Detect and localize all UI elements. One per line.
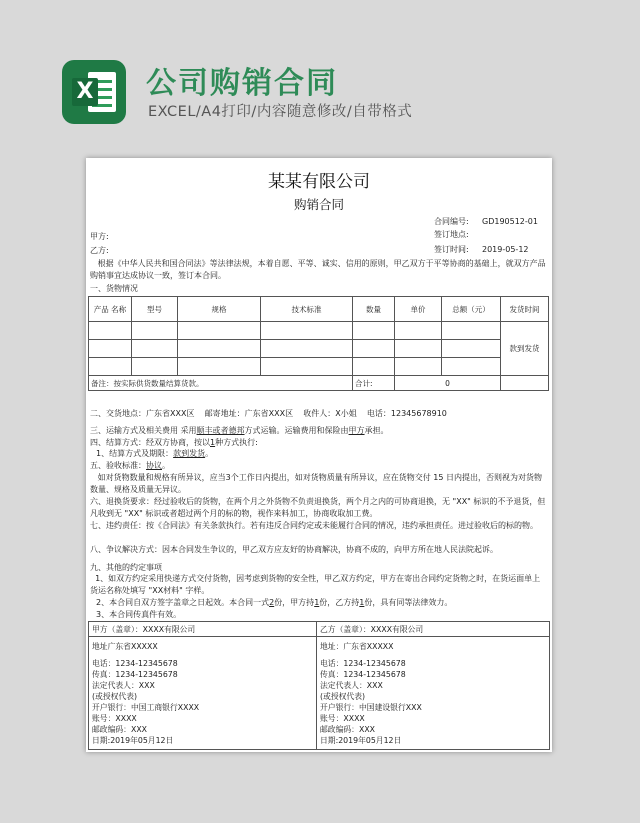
party-b-zip: 邮政编码：XXX xyxy=(320,725,376,734)
contract-sheet xyxy=(86,158,552,752)
party-b-address: 地址：广东省XXXXX xyxy=(320,642,394,651)
col-header-qty: 数量 xyxy=(353,297,395,322)
party-a-tel: 电话：1234-12345678 xyxy=(92,659,178,668)
clause-transport: 三、运输方式及相关费用 采用顺丰或者德邦方式运输。运输费用和保险由甲方承担。 xyxy=(90,426,389,435)
total-label: 合计: xyxy=(353,376,395,391)
party-b-seal: 乙方（盖章）：XXXX有限公司 xyxy=(320,625,424,634)
document-title: 购销合同 xyxy=(293,197,344,212)
intro-paragraph: 根据《中华人民共和国合同法》等法律法规，本着自愿、平等、诚实、信用的原则，甲乙双方于平等协商的基础上，就双方产品购销事宜达成协议一致，签订本合同。 xyxy=(90,259,546,280)
table-row xyxy=(89,322,549,340)
col-header-name: 产品 名称 xyxy=(89,297,132,322)
party-b-agent: (或授权代表) xyxy=(320,692,366,701)
clause-other-3: 3、本合同传真件有效。 xyxy=(96,610,182,619)
clause-return: 六、退换货要求：经过验收后的货物，在两个月之外货物不负责退换货，两个月之内的可协商退换，无 "XX" 标识的不予退货，但凡收到无 "XX" 标识或者超过两个月的标的物，视作来料加工，协商收取加工费。 xyxy=(90,497,546,518)
party-b-fax: 传真：1234-12345678 xyxy=(320,670,406,679)
remark-cell: 备注：按实际供货数量结算货款。 xyxy=(89,376,353,391)
clause-delivery-place: 二、交货地点：广东省XXX区 邮寄地址：广东省XXX区 收件人：X小姐 电话：12345678910 xyxy=(90,409,447,418)
party-a-fax: 传真：1234-12345678 xyxy=(92,670,178,679)
clause-other-2: 2、本合同自双方签字盖章之日起效。本合同一式2份，甲方持1份，乙方持1份，具有同等法律效力。 xyxy=(96,598,453,607)
company-name: 某某有限公司 xyxy=(268,172,370,192)
sign-date-value: 2019-05-12 xyxy=(482,245,529,254)
section-goods-title: 一、货物情况 xyxy=(90,284,138,293)
table-row xyxy=(89,358,549,376)
goods-header-row xyxy=(89,297,549,322)
goods-table xyxy=(88,296,549,391)
party-a-label: 甲方: xyxy=(90,232,109,241)
party-a-account: 账号：XXXX xyxy=(92,714,137,723)
banner-title: 公司购销合同 xyxy=(146,66,338,101)
party-b-date: 日期:2019年05月12日 xyxy=(320,736,402,745)
clause-settlement-term: 1、结算方式及期限：款到发货。 xyxy=(96,449,214,458)
party-b-rep: 法定代表人：XXX xyxy=(320,681,383,690)
sign-date-label: 签订时间: xyxy=(434,245,469,254)
table-row xyxy=(89,340,549,358)
col-header-total: 总额（元） xyxy=(442,297,501,322)
banner-header xyxy=(0,0,640,140)
party-a-rep: 法定代表人：XXX xyxy=(92,681,155,690)
col-header-standard: 技术标准 xyxy=(261,297,353,322)
contract-no-label: 合同编号: xyxy=(434,217,469,226)
signature-block xyxy=(88,621,550,750)
party-b-tel: 电话：1234-12345678 xyxy=(320,659,406,668)
party-a-zip: 邮政编码：XXX xyxy=(92,725,148,734)
party-a-bank: 开户银行：中国工商银行XXXX xyxy=(92,703,200,712)
col-header-spec: 规格 xyxy=(178,297,261,322)
party-a-date: 日期:2019年05月12日 xyxy=(92,736,174,745)
col-header-price: 单价 xyxy=(395,297,442,322)
banner-subtitle: EXCEL/A4打印/内容随意修改/自带格式 xyxy=(148,104,413,120)
party-b-label: 乙方: xyxy=(90,246,109,255)
clause-acceptance-detail: 如对货物数量和规格有所异议，应当3个工作日内提出，如对货物质量有所异议，应在货物交付 15 日内提出，否则视为对货物数量、规格及质量无异议。 xyxy=(90,473,542,494)
party-a-block xyxy=(89,622,317,749)
clause-dispute: 八、争议解决方式：因本合同发生争议的，甲乙双方应友好的协商解决，协商不成的，向甲方所在地人民法院起诉。 xyxy=(90,545,498,554)
excel-icon: X xyxy=(62,60,126,124)
clause-liability: 七、违约责任：按《合同法》有关条款执行。若有违反合同约定或未能履行合同的情况，违约承担责任。进过验收后的标的物。 xyxy=(90,521,538,530)
party-b-block xyxy=(317,622,549,749)
party-b-account: 账号：XXXX xyxy=(320,714,365,723)
clause-other-title: 九、其他的约定事项 xyxy=(90,563,162,572)
col-header-model: 型号 xyxy=(132,297,178,322)
goods-total-row xyxy=(89,376,549,391)
party-a-seal: 甲方（盖章）：XXXX有限公司 xyxy=(92,625,196,634)
col-header-ship: 发货时间 xyxy=(501,297,549,322)
sign-place-label: 签订地点: xyxy=(434,230,469,239)
party-b-bank: 开户银行：中国建设银行XXX xyxy=(320,703,422,712)
clause-acceptance: 五、验收标准：协议。 xyxy=(90,461,170,470)
clause-settlement: 四、结算方式：经双方协商，按以1种方式执行: xyxy=(90,438,258,447)
total-value: 0 xyxy=(395,376,501,391)
party-a-address: 地址广东省XXXXX xyxy=(92,642,158,651)
delivery-note: 款到发货 xyxy=(501,322,549,376)
contract-no-value: GD190512-01 xyxy=(482,217,538,226)
clause-other-1: 1、如双方约定采用快递方式交付货物，因考虑到货物的安全性，甲乙双方约定，甲方在寄出合同约定货物之时，在货运面单上货运名称处填写 "XX材料" 字样。 xyxy=(90,574,541,595)
party-a-agent: (或授权代表) xyxy=(92,692,138,701)
